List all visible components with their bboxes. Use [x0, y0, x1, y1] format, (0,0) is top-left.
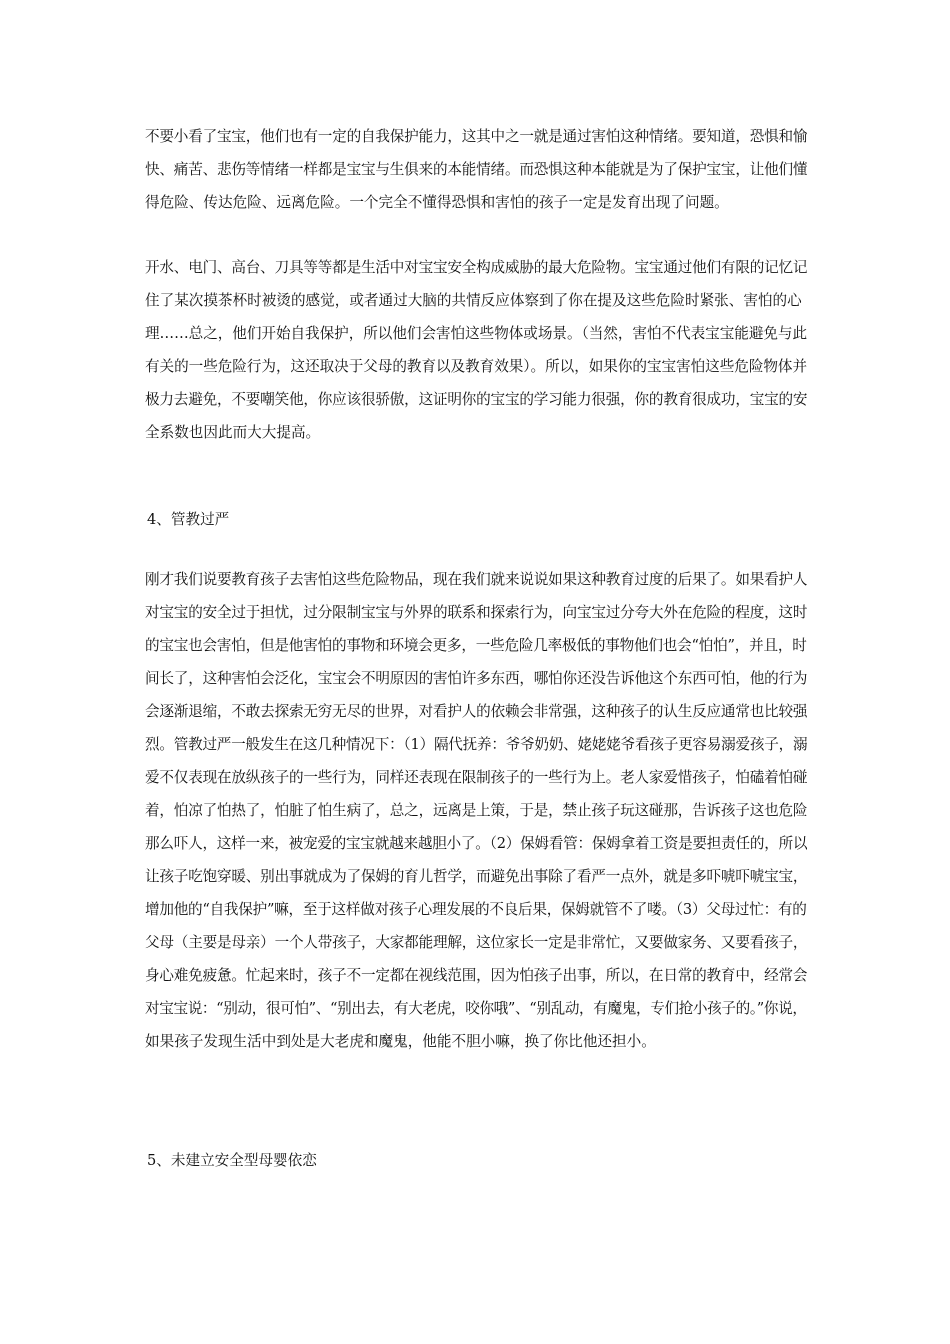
section-heading-5: 5、未建立安全型母婴依恋 [147, 1152, 317, 1169]
text-line: 全系数也因此而大大提高。 [145, 424, 321, 441]
text-line: 身心难免疲惫。忙起来时，孩子不一定都在视线范围，因为怕孩子出事，所以，在日常的教育中，经常会 [145, 967, 807, 984]
text-line: 极力去避免，不要嘲笑他，你应该很骄傲，这证明你的宝宝的学习能力很强，你的教育很成功，宝宝的安 [145, 391, 807, 408]
paragraph-over-discipline [145, 563, 807, 1058]
text-line: 快、痛苦、悲伤等情绪一样都是宝宝与生俱来的本能情绪。而恐惧这种本能就是为了保护宝宝，让他们懂 [145, 161, 807, 178]
text-line: 住了某次摸茶杯时被烫的感觉，或者通过大脑的共情反应体察到了你在提及这些危险时紧张、害怕的心 [145, 292, 802, 309]
text-line: 得危险、传达危险、远离危险。一个完全不懂得恐惧和害怕的孩子一定是发育出现了问题。 [145, 194, 729, 211]
text-line: 刚才我们说要教育孩子去害怕这些危险物品，现在我们就来说说如果这种教育过度的后果了。如果看护人 [145, 571, 807, 588]
text-line: 间长了，这种害怕会泛化，宝宝会不明原因的害怕许多东西，哪怕你还没告诉他这个东西可怕，他的行为 [145, 670, 807, 687]
text-line: 让孩子吃饱穿暖、别出事就成为了保姆的育儿哲学，而避免出事除了看严一点外，就是多吓唬吓唬宝宝， [145, 868, 807, 885]
section-heading-4: 4、管教过严 [147, 511, 230, 528]
text-line: 对宝宝说：“别动，很可怕”、“别出去，有大老虎，咬你哦”、“别乱动，有魔鬼，专们抢小孩子的。”你说， [145, 1000, 807, 1017]
paragraph-fear-instinct [145, 120, 807, 219]
text-line: 那么吓人，这样一来，被宠爱的宝宝就越来越胆小了。（2）保姆看管：保姆拿着工资是要担责任的，所以 [145, 835, 807, 852]
text-line: 烈。管教过严一般发生在这几种情况下：（1）隔代抚养：爷爷奶奶、姥姥姥爷看孩子更容易溺爱孩子，溺 [145, 736, 807, 753]
text-line: 增加他的“自我保护”嘛，至于这样做对孩子心理发展的不良后果，保姆就管不了喽。（3）父母过忙：有的 [145, 901, 807, 918]
text-line: 会逐渐退缩，不敢去探索无穷无尽的世界，对看护人的依赖会非常强，这种孩子的认生反应通常也比较强 [145, 703, 807, 720]
text-line: 开水、电门、高台、刀具等等都是生活中对宝宝安全构成威胁的最大危险物。宝宝通过他们有限的记忆记 [145, 259, 807, 276]
text-line: 爱不仅表现在放纵孩子的一些行为，同样还表现在限制孩子的一些行为上。老人家爱惜孩子，怕磕着怕碰 [145, 769, 807, 786]
text-line: 理……总之，他们开始自我保护，所以他们会害怕这些物体或场景。（当然，害怕不代表宝宝能避免与此 [145, 325, 807, 342]
text-line: 对宝宝的安全过于担忧，过分限制宝宝与外界的联系和探索行为，向宝宝过分夸大外在危险的程度，这时 [145, 604, 807, 621]
text-line: 着，怕凉了怕热了，怕脏了怕生病了，总之，远离是上策，于是，禁止孩子玩这碰那，告诉孩子这也危险 [145, 802, 807, 819]
text-line: 如果孩子发现生活中到处是大老虎和魔鬼，他能不胆小嘛，换了你比他还担小。 [145, 1033, 656, 1050]
paragraph-dangerous-objects [145, 251, 807, 449]
text-line: 的宝宝也会害怕，但是他害怕的事物和环境会更多，一些危险几率极低的事物他们也会“怕怕”，并且，时 [145, 637, 807, 654]
text-line: 有关的一些危险行为，这还取决于父母的教育以及教育效果）。所以，如果你的宝宝害怕这些危险物体并 [145, 358, 807, 375]
text-line: 不要小看了宝宝，他们也有一定的自我保护能力，这其中之一就是通过害怕这种情绪。要知道，恐惧和愉 [145, 128, 807, 145]
text-line: 父母（主要是母亲）一个人带孩子，大家都能理解，这位家长一定是非常忙，又要做家务、又要看孩子， [145, 934, 807, 951]
